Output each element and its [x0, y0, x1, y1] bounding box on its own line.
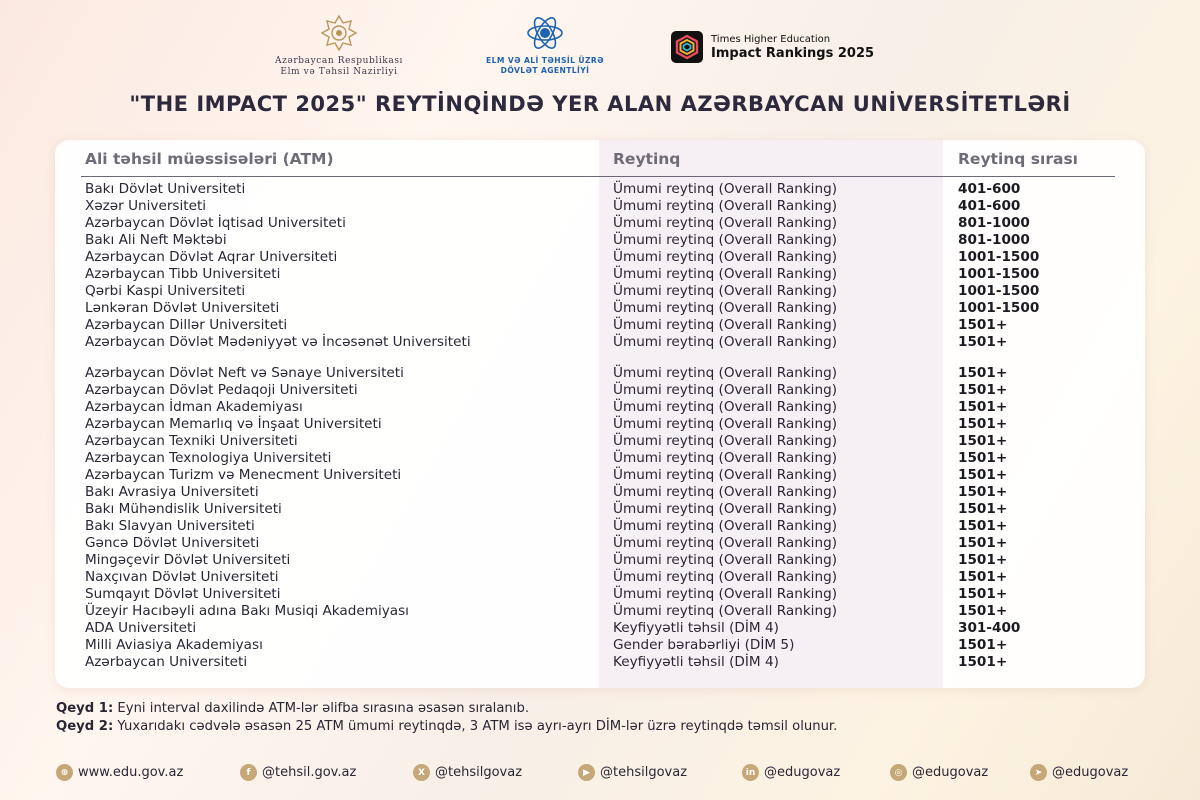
social-handle: @edugovaz	[764, 765, 841, 780]
table-row	[55, 284, 1145, 301]
instagram-icon: ◎	[890, 764, 907, 781]
ranking-cell: Gender bərabərliyi (DİM 5)	[613, 637, 795, 653]
position-cell: 1001-1500	[958, 283, 1040, 299]
table-row	[55, 383, 1145, 400]
university-cell: Azərbaycan Memarlıq və İnşaat Universiteti	[85, 416, 382, 432]
position-cell: 1001-1500	[958, 266, 1040, 282]
position-cell: 1501+	[958, 399, 1008, 415]
position-cell: 1501+	[958, 365, 1008, 381]
ranking-cell: Ümumi reytinq (Overall Ranking)	[613, 232, 838, 248]
social-handle: @edugovaz	[1052, 765, 1129, 780]
ranking-cell: Ümumi reytinq (Overall Ranking)	[613, 266, 838, 282]
table-header	[55, 150, 1145, 176]
note-2	[56, 719, 1156, 735]
ranking-cell: Keyfiyyətli təhsil (DİM 4)	[613, 654, 779, 670]
note-1	[56, 701, 1156, 717]
position-cell: 1001-1500	[958, 300, 1040, 316]
table-row	[55, 604, 1145, 621]
position-cell: 1501+	[958, 518, 1008, 534]
ranking-cell: Ümumi reytinq (Overall Ranking)	[613, 317, 838, 333]
ranking-cell: Ümumi reytinq (Overall Ranking)	[613, 300, 838, 316]
position-cell: 1501+	[958, 637, 1008, 653]
position-cell: 401-600	[958, 181, 1021, 197]
position-cell: 1501+	[958, 484, 1008, 500]
ministry-name-line2: Elm və Təhsil Nazirliyi	[280, 67, 398, 77]
social-handle: @tehsilgovaz	[435, 765, 523, 780]
ranking-cell: Ümumi reytinq (Overall Ranking)	[613, 586, 838, 602]
ranking-cell: Ümumi reytinq (Overall Ranking)	[613, 467, 838, 483]
table-row	[55, 570, 1145, 587]
ranking-cell: Keyfiyyətli təhsil (DİM 4)	[613, 620, 779, 636]
university-cell: Azərbaycan Dillər Universiteti	[85, 317, 288, 333]
header-university: Ali təhsil müəssisələri (ATM)	[85, 150, 334, 168]
youtube-icon: ▶	[578, 764, 595, 781]
the-logo-line2: Impact Rankings 2025	[711, 45, 875, 61]
the-logo-line1: Times Higher Education	[711, 33, 831, 45]
rankings-table	[55, 140, 1145, 688]
position-cell: 1501+	[958, 535, 1008, 551]
social-link[interactable]	[413, 764, 522, 781]
university-cell: Qərbi Kaspi Universiteti	[85, 283, 246, 299]
university-cell: ADA Universiteti	[85, 620, 197, 636]
ranking-cell: Ümumi reytinq (Overall Ranking)	[613, 518, 838, 534]
agency-logo	[460, 14, 630, 76]
table-row	[55, 638, 1145, 655]
position-cell: 801-1000	[958, 232, 1030, 248]
position-cell: 1501+	[958, 569, 1008, 585]
social-handle: www.edu.gov.az	[78, 765, 184, 780]
table-row	[55, 301, 1145, 318]
ranking-cell: Ümumi reytinq (Overall Ranking)	[613, 215, 838, 231]
ministry-emblem-icon	[320, 14, 358, 52]
linkedin-icon: in	[742, 764, 759, 781]
the-impact-logo	[671, 30, 874, 64]
position-cell: 1001-1500	[958, 249, 1040, 265]
social-link[interactable]	[1030, 764, 1128, 781]
table-row	[55, 451, 1145, 468]
social-handle: @tehsilgovaz	[600, 765, 688, 780]
position-cell: 1501+	[958, 654, 1008, 670]
position-cell: 1501+	[958, 586, 1008, 602]
position-cell: 801-1000	[958, 215, 1030, 231]
globe-icon: ⊕	[56, 764, 73, 781]
header-ranking: Reytinq	[613, 150, 681, 168]
university-cell: Üzeyir Hacıbəyli adına Bakı Musiqi Akademiyası	[85, 603, 409, 619]
ranking-cell: Ümumi reytinq (Overall Ranking)	[613, 484, 838, 500]
table-row	[55, 318, 1145, 335]
ranking-cell: Ümumi reytinq (Overall Ranking)	[613, 198, 838, 214]
agency-atom-icon	[525, 14, 565, 52]
table-body	[55, 182, 1145, 672]
university-cell: Azərbaycan İdman Akademiyası	[85, 399, 303, 415]
university-cell: Azərbaycan Texnologiya Universiteti	[85, 450, 332, 466]
position-cell: 1501+	[958, 334, 1008, 350]
university-cell: Bakı Slavyan Universiteti	[85, 518, 255, 534]
ranking-cell: Ümumi reytinq (Overall Ranking)	[613, 433, 838, 449]
university-cell: Xəzər Universiteti	[85, 198, 207, 214]
agency-name-line2: DÖVLƏT AGENTLİYİ	[500, 66, 590, 75]
position-cell: 1501+	[958, 603, 1008, 619]
table-row	[55, 468, 1145, 485]
note-1-text: Eyni interval daxilində ATM-lər əlifba sırasına əsasən sıralanıb.	[113, 701, 530, 716]
ministry-logo	[258, 14, 420, 78]
table-row	[55, 199, 1145, 216]
footer-social-links	[0, 764, 1200, 786]
table-row	[55, 553, 1145, 570]
table-row	[55, 335, 1145, 366]
agency-name-line1: ELM VƏ ALİ TƏHSİL ÜZRƏ	[486, 56, 604, 65]
ranking-cell: Ümumi reytinq (Overall Ranking)	[613, 603, 838, 619]
ranking-cell: Ümumi reytinq (Overall Ranking)	[613, 416, 838, 432]
table-row	[55, 233, 1145, 250]
ranking-cell: Ümumi reytinq (Overall Ranking)	[613, 365, 838, 381]
table-row	[55, 434, 1145, 451]
ranking-cell: Ümumi reytinq (Overall Ranking)	[613, 535, 838, 551]
the-hexagon-icon	[671, 31, 703, 63]
table-row	[55, 182, 1145, 199]
table-row	[55, 250, 1145, 267]
university-cell: Azərbaycan Dövlət Mədəniyyət və İncəsənət Universiteti	[85, 334, 471, 350]
university-cell: Azərbaycan Dövlət Neft və Sənaye Universiteti	[85, 365, 404, 381]
table-row	[55, 400, 1145, 417]
position-cell: 1501+	[958, 416, 1008, 432]
university-cell: Bakı Mühəndislik Universiteti	[85, 501, 282, 517]
university-cell: Azərbaycan Texniki Universiteti	[85, 433, 298, 449]
note-1-label: Qeyd 1:	[56, 701, 114, 716]
ranking-cell: Ümumi reytinq (Overall Ranking)	[613, 450, 838, 466]
position-cell: 401-600	[958, 198, 1021, 214]
ranking-cell: Ümumi reytinq (Overall Ranking)	[613, 569, 838, 585]
position-cell: 1501+	[958, 467, 1008, 483]
social-link[interactable]	[240, 764, 356, 781]
university-cell: Naxçıvan Dövlət Universiteti	[85, 569, 279, 585]
table-row	[55, 502, 1145, 519]
ranking-cell: Ümumi reytinq (Overall Ranking)	[613, 382, 838, 398]
notes	[56, 701, 1156, 737]
social-link[interactable]	[742, 764, 840, 781]
social-handle: @tehsil.gov.az	[262, 765, 357, 780]
position-cell: 1501+	[958, 317, 1008, 333]
position-cell: 1501+	[958, 450, 1008, 466]
university-cell: Azərbaycan Tibb Universiteti	[85, 266, 281, 282]
table-row	[55, 621, 1145, 638]
table-row	[55, 587, 1145, 604]
ranking-cell: Ümumi reytinq (Overall Ranking)	[613, 249, 838, 265]
university-cell: Bakı Avrasiya Universiteti	[85, 484, 259, 500]
table-row	[55, 366, 1145, 383]
ranking-cell: Ümumi reytinq (Overall Ranking)	[613, 334, 838, 350]
ranking-cell: Ümumi reytinq (Overall Ranking)	[613, 501, 838, 517]
position-cell: 1501+	[958, 382, 1008, 398]
table-row	[55, 216, 1145, 233]
position-cell: 1501+	[958, 552, 1008, 568]
university-cell: Bakı Dövlət Universiteti	[85, 181, 246, 197]
university-cell: Azərbaycan Dövlət Pedaqoji Universiteti	[85, 382, 358, 398]
table-row	[55, 485, 1145, 502]
table-row	[55, 417, 1145, 434]
university-cell: Sumqayıt Dövlət Universiteti	[85, 586, 281, 602]
facebook-icon: f	[240, 764, 257, 781]
ranking-cell: Ümumi reytinq (Overall Ranking)	[613, 181, 838, 197]
ranking-cell: Ümumi reytinq (Overall Ranking)	[613, 283, 838, 299]
university-cell: Lənkəran Dövlət Universiteti	[85, 300, 280, 316]
table-row	[55, 655, 1145, 672]
social-link[interactable]	[890, 764, 988, 781]
university-cell: Gəncə Dövlət Universiteti	[85, 535, 260, 551]
position-cell: 301-400	[958, 620, 1021, 636]
table-row	[55, 519, 1145, 536]
ranking-cell: Ümumi reytinq (Overall Ranking)	[613, 399, 838, 415]
university-cell: Azərbaycan Turizm və Menecment Universiteti	[85, 467, 402, 483]
social-link[interactable]	[56, 764, 183, 781]
social-link[interactable]	[578, 764, 687, 781]
university-cell: Bakı Ali Neft Məktəbi	[85, 232, 227, 248]
note-2-label: Qeyd 2:	[56, 719, 114, 734]
university-cell: Azərbaycan Dövlət Aqrar Universiteti	[85, 249, 338, 265]
position-cell: 1501+	[958, 433, 1008, 449]
note-2-text: Yuxarıdakı cədvələ əsasən 25 ATM ümumi reytinqdə, 3 ATM isə ayrı-ayrı DİM-lər üzrə reytinqdə təmsil olunur.	[113, 719, 838, 734]
university-cell: Milli Aviasiya Akademiyası	[85, 637, 263, 653]
ranking-cell: Ümumi reytinq (Overall Ranking)	[613, 552, 838, 568]
x-icon: X	[413, 764, 430, 781]
university-cell: Azərbaycan Universiteti	[85, 654, 248, 670]
table-row	[55, 267, 1145, 284]
page-title: "THE IMPACT 2025" REYTİNQİNDƏ YER ALAN AZƏRBAYCAN UNİVERSİTETLƏRİ	[129, 92, 1071, 116]
ministry-name-line1: Azərbaycan Respublikası	[274, 56, 404, 66]
social-handle: @edugovaz	[912, 765, 989, 780]
position-cell: 1501+	[958, 501, 1008, 517]
university-cell: Mingəçevir Dövlət Universiteti	[85, 552, 291, 568]
header-divider	[81, 176, 1115, 177]
table-row	[55, 536, 1145, 553]
telegram-icon: ➤	[1030, 764, 1047, 781]
header-logos	[0, 14, 1200, 84]
university-cell: Azərbaycan Dövlət İqtisad Universiteti	[85, 215, 346, 231]
header-position: Reytinq sırası	[958, 150, 1078, 168]
